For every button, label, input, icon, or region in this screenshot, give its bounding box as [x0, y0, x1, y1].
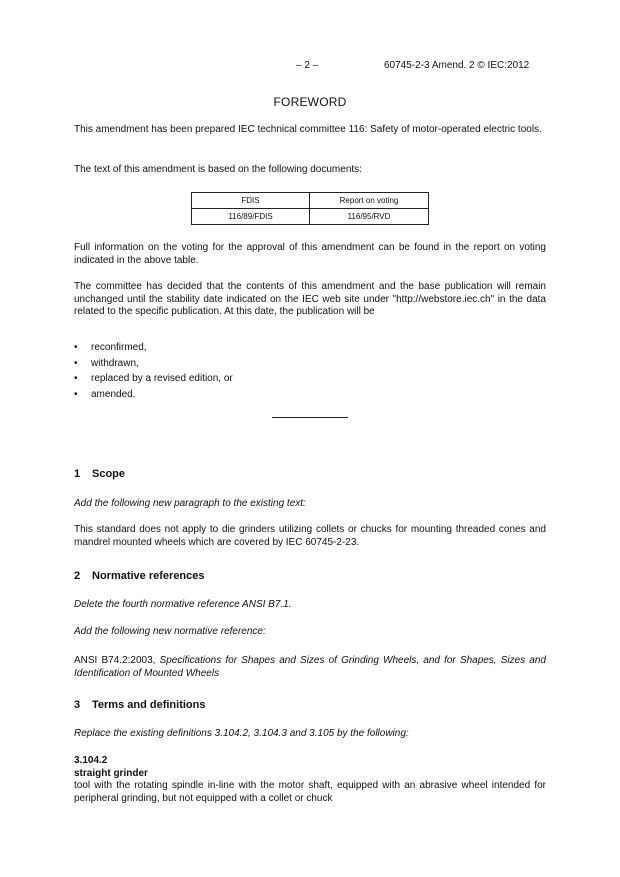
section-divider [272, 417, 348, 418]
foreword-paragraph-4: The committee has decided that the contents of this amendment and the base publication will remain unchanged until the stability date indicated on the IEC web site under "http://webstore.iec.ch" in the data related to the specific publication. At this date, the publication will be [74, 281, 546, 317]
table-header-report: Report on voting [310, 193, 429, 209]
page-number: – 2 – [296, 60, 319, 71]
section-2-number: 2 [74, 570, 81, 582]
list-item-text: withdrawn, [91, 357, 139, 369]
section-3-title: Terms and definitions [92, 699, 206, 711]
section-2-title: Normative references [92, 570, 205, 582]
normative-reference [74, 655, 546, 680]
reference-title: Specifications for Shapes and Sizes of Grinding Wheels, and for Shapes, Sizes and Identification of Mounted Wheels [74, 655, 546, 679]
list-item [74, 371, 233, 387]
term-definition: tool with the rotating spindle in-line with the motor shaft, equipped with an abrasive wheel intended for peripheral grinding, but not equipped with a collet or chuck [74, 780, 546, 804]
table-cell-fdis: 116/89/FDIS [192, 209, 310, 225]
reference-code: ANSI B74.2:2003, [74, 655, 160, 666]
table-header-row [192, 193, 429, 209]
documents-table [191, 192, 429, 225]
section-3-heading [74, 699, 205, 711]
section-1-heading [74, 468, 125, 480]
publication-options-list [74, 340, 233, 402]
section-3-instruction: Replace the existing definitions 3.104.2, 3.104.3 and 3.105 by the following: [74, 728, 409, 739]
list-item [74, 356, 233, 372]
bullet-icon: • [74, 342, 78, 353]
list-item [74, 340, 233, 356]
foreword-paragraph-1: This amendment has been prepared IEC technical committee 116: Safety of motor-operated electric tools. [74, 124, 542, 135]
section-1-title: Scope [92, 468, 126, 480]
table-cell-rvd: 116/95/RVD [310, 209, 429, 225]
section-2-instruction-2: Add the following new normative reference: [74, 626, 266, 637]
list-item [74, 387, 233, 403]
table-row [192, 209, 429, 225]
list-item-text: amended. [91, 388, 136, 400]
foreword-paragraph-2: The text of this amendment is based on the following documents: [74, 164, 362, 175]
section-1-instruction: Add the following new paragraph to the existing text: [74, 498, 306, 509]
list-item-text: reconfirmed, [91, 342, 147, 353]
bullet-icon: • [74, 388, 78, 400]
section-1-number: 1 [74, 468, 81, 480]
bullet-icon: • [74, 357, 78, 369]
section-3-number: 3 [74, 699, 81, 711]
section-2-heading [74, 570, 205, 582]
foreword-title: FOREWORD [273, 95, 347, 109]
list-item-text: replaced by a revised edition, or [91, 373, 233, 384]
foreword-paragraph-3: Full information on the voting for the approval of this amendment can be found in the report on voting indicated in the above table. [74, 242, 546, 266]
table-header-fdis: FDIS [192, 193, 310, 209]
term-name: straight grinder [74, 768, 148, 779]
document-reference: 60745-2-3 Amend. 2 © IEC:2012 [384, 60, 530, 71]
term-number: 3.104.2 [74, 755, 108, 766]
section-2-instruction-1: Delete the fourth normative reference ANSI B7.1. [74, 599, 292, 610]
section-1-text: This standard does not apply to die grinders utilizing collets or chucks for mounting threaded cones and mandrel mounted wheels which are covered by IEC 60745-2-23. [74, 524, 546, 548]
bullet-icon: • [74, 373, 78, 384]
